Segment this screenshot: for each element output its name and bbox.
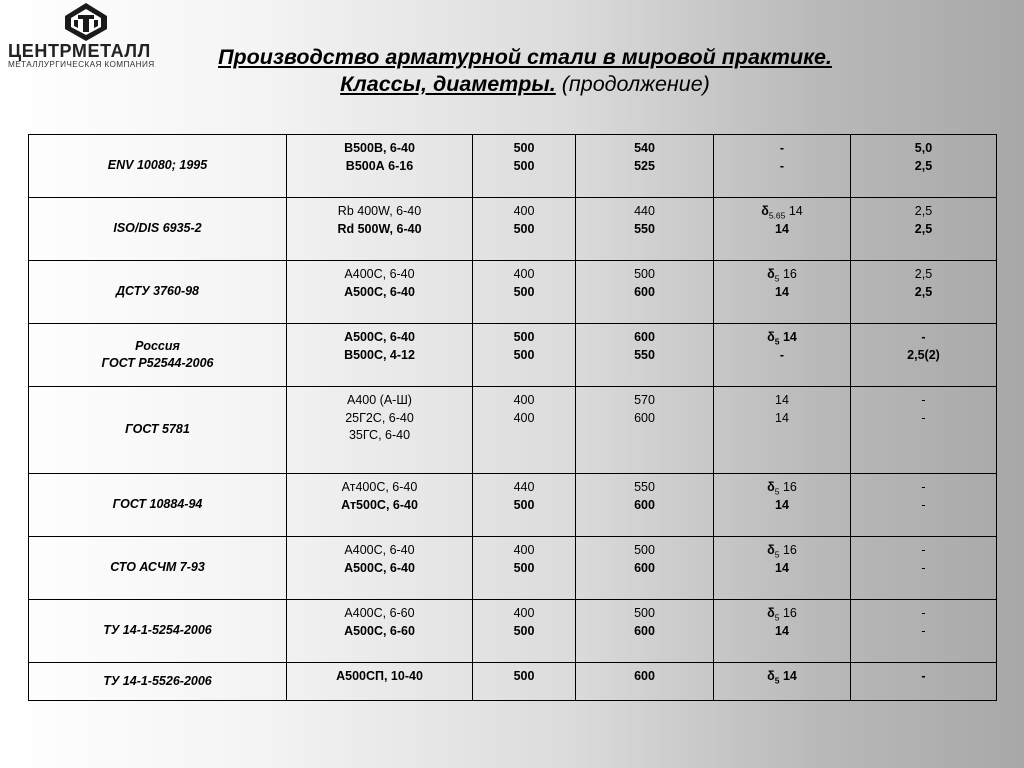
cell-text: А400С, 6-40 [344,267,415,281]
cell-text: - [779,347,785,362]
elongation-value [716,560,848,578]
standard-name: ТУ 14-1-5526-2006 [103,673,212,688]
cell-text: 2,5 [914,204,933,218]
cell-text: В500А 6-16 [345,158,414,173]
cell-text: Ат400С, 6-40 [341,480,418,494]
classes-cell [287,387,473,474]
cell-text: 14 [788,204,803,218]
elongation-value [716,158,848,176]
cell-text: 400 [513,267,535,281]
cell-text: А400С, 6-40 [344,543,415,557]
cell-text: 5,0 [914,141,933,155]
tensile-value [578,497,711,515]
delta-subscript: 5 [774,675,780,686]
elongation-value [716,668,848,686]
classes-value [289,668,470,686]
cell-text: А500С, 6-60 [344,623,415,638]
table-row [29,387,997,474]
last-cell [851,663,997,701]
cell-text: 500 [513,623,535,638]
cell-text: 550 [634,221,655,236]
cell-text: 400 [513,393,535,407]
cell-text: - [921,560,926,575]
cell-text: 35ГС, 6-40 [348,428,411,442]
yield-value [475,158,573,176]
elongation-cell [714,198,851,261]
standard-name: СТО АСЧМ 7-93 [110,560,205,575]
yield-value [475,392,573,410]
classes-value [289,479,470,497]
last-cell [851,135,997,198]
elongation-cell [714,387,851,474]
standard-cell [29,537,287,600]
cell-text: А400 (А-Ш) [347,393,412,407]
cell-text: 14 [775,623,789,638]
cell-text: Rd 500W, 6-40 [337,221,422,236]
cell-text: 25Г2С, 6-40 [345,410,414,425]
cell-text: 14 [775,410,789,425]
cell-text: 500 [513,158,535,173]
last-value [853,266,994,284]
standard-name: ДСТУ 3760-98 [115,284,200,299]
cell-text: А500СП, 10-40 [336,669,423,683]
last-cell [851,600,997,663]
cell-text: 500 [513,497,535,512]
tensile-value [578,221,711,239]
classes-cell [287,537,473,600]
tensile-value [578,158,711,176]
cell-text: 500 [634,606,655,620]
cell-text: 540 [634,141,655,155]
yield-value [475,410,573,428]
classes-value [289,329,470,347]
yield-cell [473,387,576,474]
cell-text: 600 [634,669,655,683]
delta-symbol: δ [761,204,769,218]
last-value [853,140,994,158]
classes-value [289,497,470,515]
delta-subscript: 5 [774,273,780,284]
classes-cell [287,261,473,324]
cell-text: В500В, 6-40 [344,141,415,155]
classes-value [289,221,470,239]
elongation-value [716,266,848,284]
yield-value [475,329,573,347]
last-value [853,203,994,221]
cell-text: - [921,543,926,557]
delta-symbol: δ [767,480,775,494]
cell-text: 16 [782,543,797,557]
yield-value [475,203,573,221]
elongation-value [716,497,848,515]
yield-value [475,497,573,515]
cell-text: - [779,158,785,173]
cell-text: 2,5(2) [907,347,940,362]
delta-symbol: δ [767,669,775,683]
table-row [29,261,997,324]
tensile-value [578,605,711,623]
last-cell [851,474,997,537]
cell-text: 14 [775,560,789,575]
standard-cell [29,387,287,474]
table-row [29,324,997,387]
elongation-value [716,284,848,302]
standard-name: ГОСТ 5781 [125,422,190,437]
rebar-standards-table [28,134,997,701]
classes-value [289,158,470,176]
cell-text: 14 [775,221,789,236]
cell-text: - [921,606,926,620]
delta-subscript: 5 [774,336,780,347]
elongation-value [716,140,848,158]
standard-name: ГОСТ Р52544-2006 [101,356,214,370]
delta-symbol: δ [767,606,775,620]
cell-text: А500С, 6-40 [344,330,415,344]
cell-text: 500 [513,347,535,362]
last-value [853,410,994,428]
cell-text: 500 [634,267,655,281]
cell-text: 570 [634,393,655,407]
classes-cell [287,198,473,261]
cell-text: 14 [775,284,789,299]
classes-value [289,410,470,428]
table-row [29,537,997,600]
cell-text: 14 [782,669,797,683]
cell-text: 16 [782,606,797,620]
last-value [853,542,994,560]
classes-value [289,392,470,410]
cell-text: 525 [634,158,655,173]
last-cell [851,387,997,474]
tensile-value [578,140,711,158]
delta-symbol: δ [767,543,775,557]
yield-value [475,560,573,578]
tensile-value [578,410,711,428]
cell-text: 600 [634,330,655,344]
standard-name: ENV 10080; 1995 [107,158,208,173]
classes-cell [287,135,473,198]
cell-text: А400С, 6-60 [344,606,415,620]
elongation-value [716,347,848,365]
standard-name: Россия [135,338,180,353]
last-cell [851,324,997,387]
standard-cell [29,474,287,537]
yield-value [475,542,573,560]
elongation-cell [714,261,851,324]
tensile-cell [576,537,714,600]
table-row [29,135,997,198]
elongation-cell [714,474,851,537]
cell-text: 2,5 [914,267,933,281]
standard-name: ISO/DIS 6935-2 [113,221,202,236]
logo-tagline: МЕТАЛЛУРГИЧЕСКАЯ КОМПАНИЯ [8,60,155,69]
tensile-value [578,347,711,365]
table-row [29,663,997,701]
yield-cell [473,198,576,261]
cell-text: 400 [513,410,535,425]
cell-text: 600 [634,410,655,425]
delta-subscript: 5 [774,486,780,497]
cell-text: - [779,141,785,155]
last-value [853,221,994,239]
cell-text: - [921,393,926,407]
elongation-value [716,410,848,428]
last-value [853,668,994,686]
classes-cell [287,600,473,663]
delta-symbol: δ [767,330,775,344]
elongation-cell [714,600,851,663]
standard-cell [29,600,287,663]
cell-text: 500 [634,543,655,557]
cell-text: 400 [513,606,535,620]
cell-text: - [921,410,926,425]
cell-text: А500С, 6-40 [344,560,415,575]
delta-symbol: δ [767,267,775,281]
title-line-2: Классы, диаметры. [340,72,556,96]
cell-text: - [921,497,926,512]
centrmetall-logo-icon [63,2,109,42]
yield-value [475,284,573,302]
last-cell [851,261,997,324]
elongation-value [716,605,848,623]
cell-text: 14 [782,330,797,344]
cell-text: 2,5 [914,158,933,173]
cell-text: 600 [634,284,655,299]
delta-subscript: 5 [774,549,780,560]
last-value [853,158,994,176]
classes-cell [287,324,473,387]
logo-company-name: ЦЕНТРМЕТАЛЛ [8,41,151,61]
tensile-cell [576,198,714,261]
last-value [853,392,994,410]
standard-name: ТУ 14-1-5254-2006 [103,623,212,638]
classes-value [289,623,470,641]
last-value [853,560,994,578]
table-row [29,198,997,261]
elongation-cell [714,537,851,600]
delta-subscript: 5.65 [768,210,786,221]
yield-value [475,221,573,239]
yield-value [475,623,573,641]
yield-value [475,605,573,623]
cell-text: 16 [782,480,797,494]
cell-text: 600 [634,497,655,512]
elongation-value [716,623,848,641]
last-value [853,284,994,302]
cell-text: 2,5 [914,221,933,236]
last-value [853,347,994,365]
classes-value [289,140,470,158]
tensile-value [578,266,711,284]
yield-value [475,479,573,497]
cell-text: - [921,330,926,344]
cell-text: 440 [634,204,655,218]
standard-name: ГОСТ 10884-94 [112,497,203,512]
cell-text: 400 [513,543,535,557]
table-row [29,474,997,537]
tensile-cell [576,135,714,198]
tensile-value [578,479,711,497]
last-cell [851,198,997,261]
title-line-1: Производство арматурной стали в мировой практике. [218,45,832,69]
classes-value [289,427,470,445]
last-value [853,497,994,515]
cell-text: 500 [513,669,535,683]
last-value [853,623,994,641]
classes-value [289,284,470,302]
table-row [29,600,997,663]
tensile-cell [576,261,714,324]
tensile-value [578,392,711,410]
tensile-value [578,623,711,641]
elongation-value [716,392,848,410]
cell-text: 400 [513,204,535,218]
tensile-cell [576,474,714,537]
cell-text: - [921,669,926,683]
standard-cell [29,663,287,701]
last-value [853,479,994,497]
cell-text: Rb 400W, 6-40 [337,204,422,218]
cell-text: - [921,623,926,638]
title-continuation: (продолжение) [561,72,710,96]
cell-text: 14 [775,497,789,512]
standard-cell [29,261,287,324]
cell-text: 600 [634,560,655,575]
yield-value [475,266,573,284]
yield-cell [473,663,576,701]
tensile-value [578,668,711,686]
cell-text: А500С, 6-40 [344,284,415,299]
yield-value [475,140,573,158]
cell-text: 500 [513,284,535,299]
cell-text: 16 [782,267,797,281]
classes-cell [287,474,473,537]
tensile-value [578,542,711,560]
cell-text: 500 [513,560,535,575]
tensile-value [578,560,711,578]
classes-value [289,605,470,623]
yield-cell [473,474,576,537]
yield-cell [473,537,576,600]
classes-value [289,347,470,365]
elongation-value [716,329,848,347]
yield-cell [473,261,576,324]
tensile-cell [576,663,714,701]
cell-text: 550 [634,347,655,362]
cell-text: 500 [513,141,535,155]
delta-subscript: 5 [774,612,780,623]
company-logo [6,2,166,72]
elongation-value [716,479,848,497]
yield-value [475,347,573,365]
classes-value [289,203,470,221]
yield-value [475,668,573,686]
tensile-value [578,203,711,221]
last-cell [851,537,997,600]
tensile-value [578,329,711,347]
elongation-cell [714,135,851,198]
elongation-cell [714,324,851,387]
classes-value [289,542,470,560]
yield-cell [473,600,576,663]
elongation-value [716,203,848,221]
standard-cell [29,324,287,387]
tensile-value [578,284,711,302]
elongation-value [716,542,848,560]
elongation-value [716,221,848,239]
yield-cell [473,135,576,198]
standard-cell [29,198,287,261]
cell-text: 600 [634,623,655,638]
cell-text: 500 [513,330,535,344]
last-value [853,329,994,347]
classes-cell [287,663,473,701]
elongation-cell [714,663,851,701]
tensile-cell [576,324,714,387]
cell-text: - [921,480,926,494]
classes-value [289,266,470,284]
classes-value [289,560,470,578]
cell-text: 500 [513,221,535,236]
cell-text: В500С, 4-12 [344,347,415,362]
page-title [160,44,890,98]
cell-text: 440 [513,480,535,494]
last-value [853,605,994,623]
cell-text: 550 [634,480,655,494]
tensile-cell [576,387,714,474]
cell-text: 14 [775,393,789,407]
yield-cell [473,324,576,387]
cell-text: 2,5 [914,284,933,299]
standard-cell [29,135,287,198]
cell-text: Ат500С, 6-40 [341,497,418,512]
tensile-cell [576,600,714,663]
